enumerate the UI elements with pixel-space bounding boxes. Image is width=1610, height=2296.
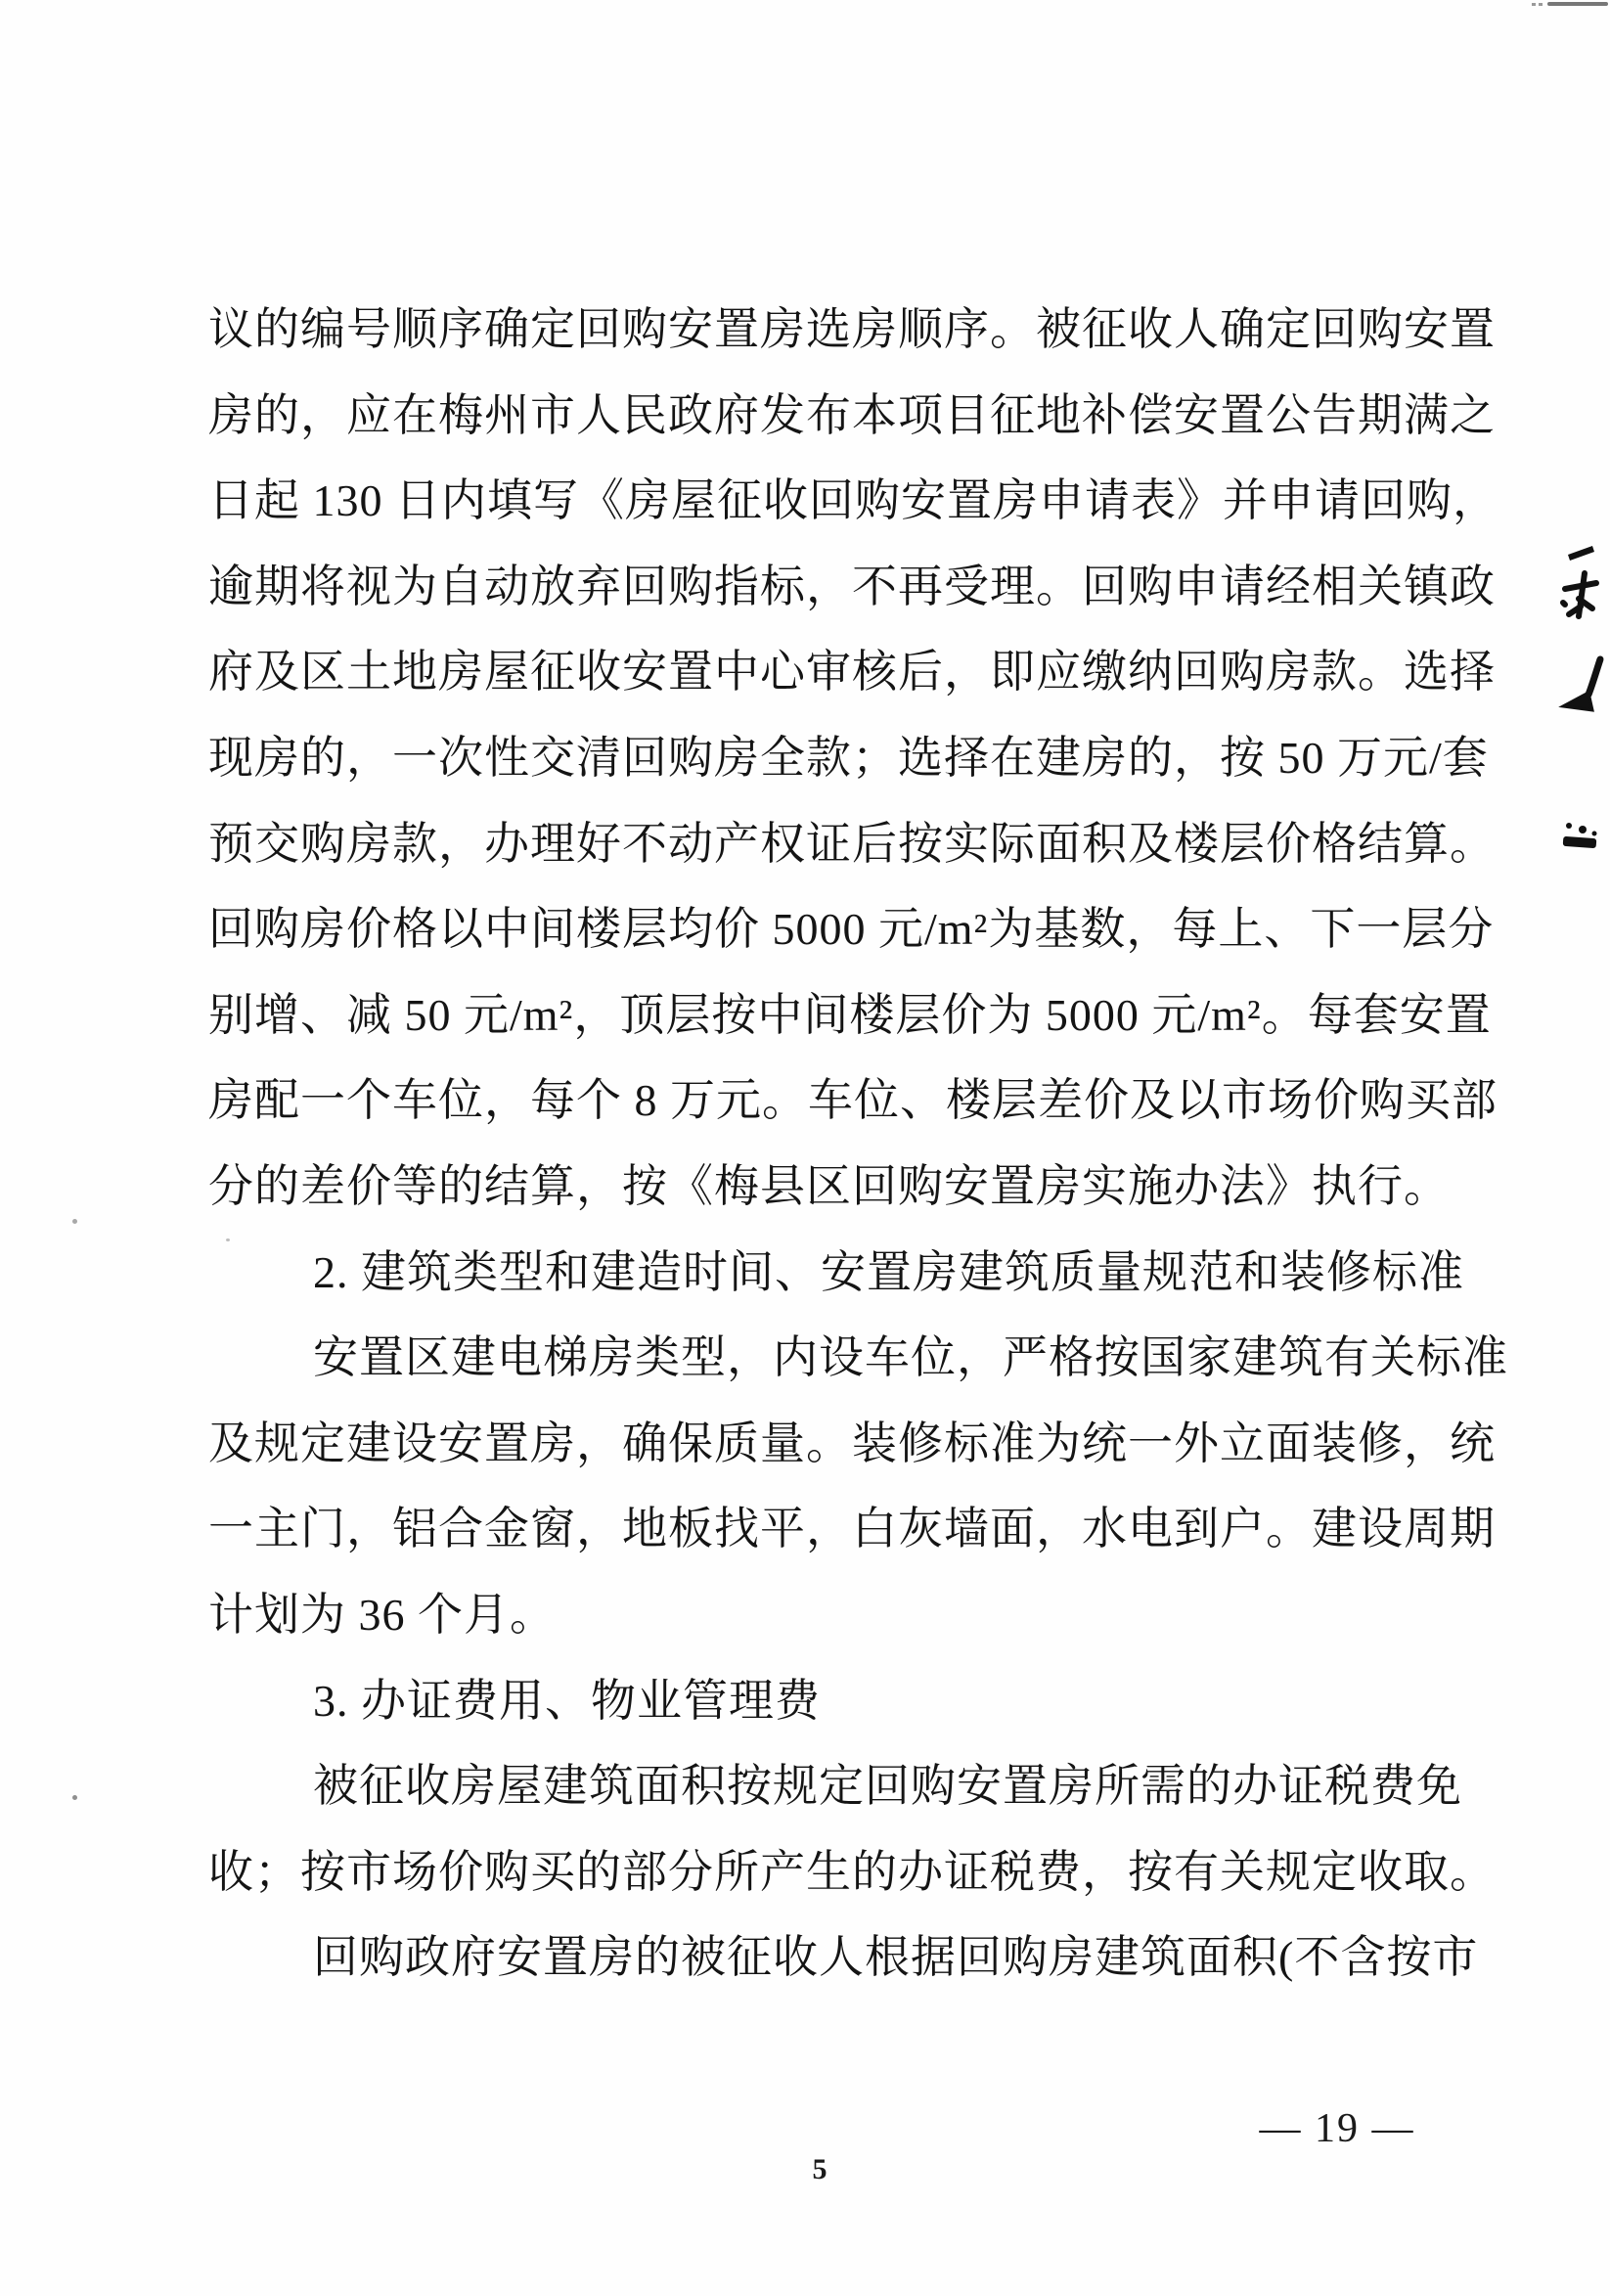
text-line: 及规定建设安置房，确保质量。装修标准为统一外立面装修，统 — [208, 1418, 1496, 1468]
scan-speck — [72, 1219, 77, 1224]
text-line: 预交购房款，办理好不动产权证后按实际面积及楼层价格结算。 — [208, 818, 1496, 869]
text-line: 议的编号顺序确定回购安置房选房顺序。被征收人确定回购安置 — [208, 304, 1496, 354]
text-line: 别增、减 50 元/m²，顶层按中间楼层价为 5000 元/m²。每套安置 — [208, 989, 1492, 1040]
text-line: 逾期将视为自动放弃回购指标，不再受理。回购申请经相关镇政 — [208, 561, 1496, 611]
text-line: 一主门，铝合金窗，地板找平，白灰墙面，水电到户。建设周期 — [208, 1504, 1496, 1554]
page-number: — 19 — — [1259, 2106, 1415, 2151]
text-line: 房配一个车位，每个 8 万元。车位、楼层差价及以市场价购买部 — [208, 1075, 1498, 1126]
text-line: 现房的，一次性交清回购房全款；选择在建房的，按 50 万元/套 — [208, 732, 1489, 783]
scan-artifact-line — [1547, 2, 1608, 6]
ink-blob-icon — [1563, 823, 1597, 848]
body-text — [208, 287, 1508, 2001]
text-line: 被征收房屋建筑面积按规定回购安置房所需的办证税费免 — [313, 1761, 1462, 1812]
sheet-number: 5 — [812, 2153, 827, 2185]
text-line: 回购房价格以中间楼层均价 5000 元/m²为基数，每上、下一层分 — [208, 904, 1495, 955]
section-heading: 2. 建筑类型和建造时间、安置房建筑质量规范和装修标准 — [313, 1246, 1464, 1297]
handwritten-character-icon — [1563, 573, 1596, 616]
handwritten-check-icon — [1563, 659, 1600, 710]
text-line: 府及区土地房屋征收安置中心审核后，即应缴纳回购房款。选择 — [208, 647, 1496, 698]
text-line: 收；按市场价购买的部分所产生的办证税费，按有关规定收取。 — [208, 1846, 1496, 1897]
text-line: 日起 130 日内填写《房屋征收回购安置房申请表》并申请回购， — [208, 475, 1498, 526]
text-line: 安置区建电梯房类型，内设车位，严格按国家建筑有关标准 — [313, 1332, 1508, 1383]
text-line: 回购政府安置房的被征收人根据回购房建筑面积(不含按市 — [313, 1932, 1479, 1983]
text-line: 房的，应在梅州市人民政府发布本项目征地补偿安置公告期满之 — [208, 389, 1496, 440]
scan-artifact-dashes — [1532, 3, 1544, 6]
scan-speck — [72, 1795, 77, 1800]
text-line: 分的差价等的结算，按《梅县区回购安置房实施办法》执行。 — [208, 1160, 1450, 1211]
text-line: 计划为 36 个月。 — [208, 1589, 556, 1640]
margin-annotations — [1555, 528, 1610, 861]
handwritten-tick-icon — [1568, 546, 1594, 561]
section-heading: 3. 办证费用、物业管理费 — [313, 1675, 821, 1726]
